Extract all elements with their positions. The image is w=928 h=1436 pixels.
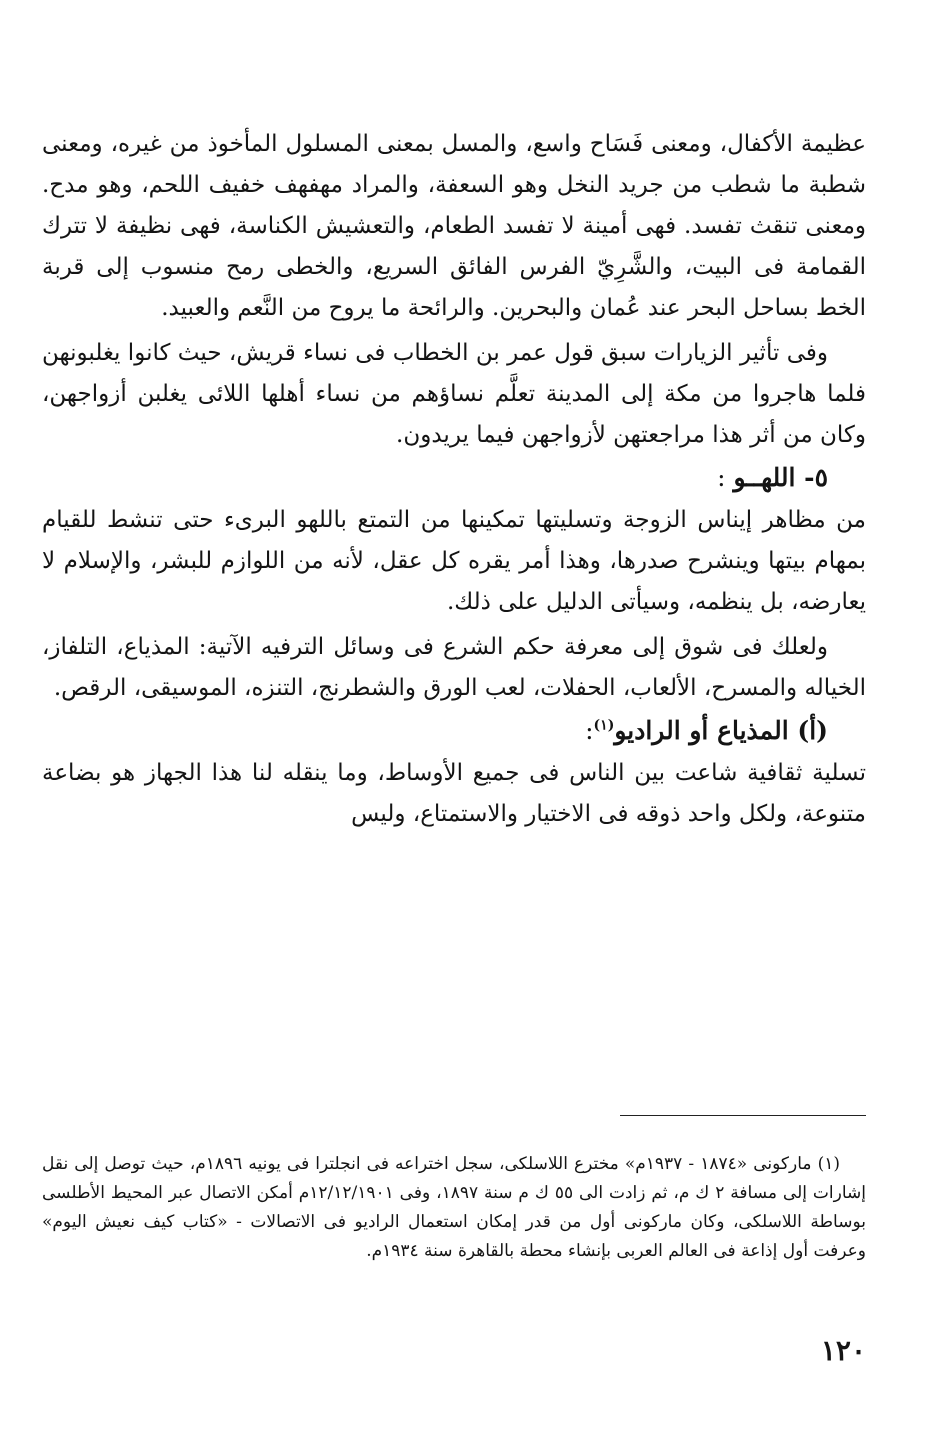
section-heading-amusement — [42, 456, 866, 500]
paragraph-visits-influence: وفى تأثير الزيارات سبق قول عمر بن الخطاب فى نساء قريش، حيث كانوا يغلبونهن فلما هاجروا من مكة إلى المدينة تعلَّم نساؤهم من نساء أهلها اللائى يغلبن أزواجهن، وكان من أثر هذا مراجعتهن لأزواجهن فيما يريدون. — [42, 340, 866, 448]
footnote-divider — [620, 1115, 866, 1116]
paragraph-entertainment-list: ولعلك فى شوق إلى معرفة حكم الشرع فى وسائل الترفيه الآتية: المذياع، التلفاز، الخياله والمسرح، الألعاب، الحفلات، لعب الورق والشطرنج، التنزه، الموسيقى، الرقص. — [42, 634, 866, 701]
paragraph-radio: تسلية ثقافية شاعت بين الناس فى جميع الأوساط، وما ينقله لنا هذا الجهاز هو بضاعة متنوعة، ولكل واحد ذوقه فى الاختيار والاستمتاع، وليس — [42, 760, 866, 827]
main-text — [42, 124, 866, 835]
subheading-radio-title: (أ) المذياع أو الراديو — [614, 716, 828, 745]
section-heading-colon: : — [717, 463, 734, 492]
footnotes — [42, 1150, 866, 1266]
footnote-marker: (١) — [593, 717, 615, 734]
footnote-marconi: (١) ماركونى «١٨٧٤ - ١٩٣٧م» مخترع اللاسلكى، سجل اختراعه فى انجلترا فى يونيه ١٨٩٦م، حيث توصل إلى نقل إشارات إلى مسافة ٢ ك م، ثم زادت الى ٥٥ ك م سنة ١٨٩٧، وفى ١٢/١٢/١٩٠١م أمكن الاتصال عبر المحيط الأطلسى بوساطة اللاسلكى، وكان ماركونى أول من قدر إمكان استعمال الراديو فى الاتصالات - «كتاب كيف نعيش اليوم» وعرفت أول إذاعة فى العالم العربى بإنشاء محطة بالقاهرة سنة ١٩٣٤م. — [42, 1154, 866, 1261]
paragraph-amusement-intro: من مظاهر إيناس الزوجة وتسليتها تمكينها من التمتع باللهو البرىء حتى تنشط للقيام بمهام بيتها وينشرح صدرها، وهذا أمر يقره كل عقل، لأنه من اللوازم للبشر، والإسلام لا يعارضه، بل ينظمه، وسيأتى الدليل على ذلك. — [42, 507, 866, 615]
paragraph-word-meanings: عظيمة الأكفال، ومعنى فَسَاح واسع، والمسل بمعنى المسلول المأخوذ من غيره، ومعنى شطبة ما شطب من جريد النخل وهو السعفة، والمراد مهفهف خفيف اللحم، وهو مدح. ومعنى تنقث تفسد. فهى أمينة لا تفسد الطعام، والتعشيش الكناسة، فهى نظيفة لا تترك القمامة فى البيت، والشَّرِيّ الفرس الفائق السريع، والخطى رمح منسوب إلى قربة الخط بساحل البحر عند عُمان والبحرين. والرائحة ما يروح من النَّعم والعبيد. — [42, 131, 866, 321]
section-heading-title: ٥- اللهــو — [733, 463, 828, 492]
page-number: ١٢٠ — [820, 1334, 866, 1367]
subheading-colon: : — [585, 716, 594, 745]
subheading-radio — [42, 709, 866, 753]
